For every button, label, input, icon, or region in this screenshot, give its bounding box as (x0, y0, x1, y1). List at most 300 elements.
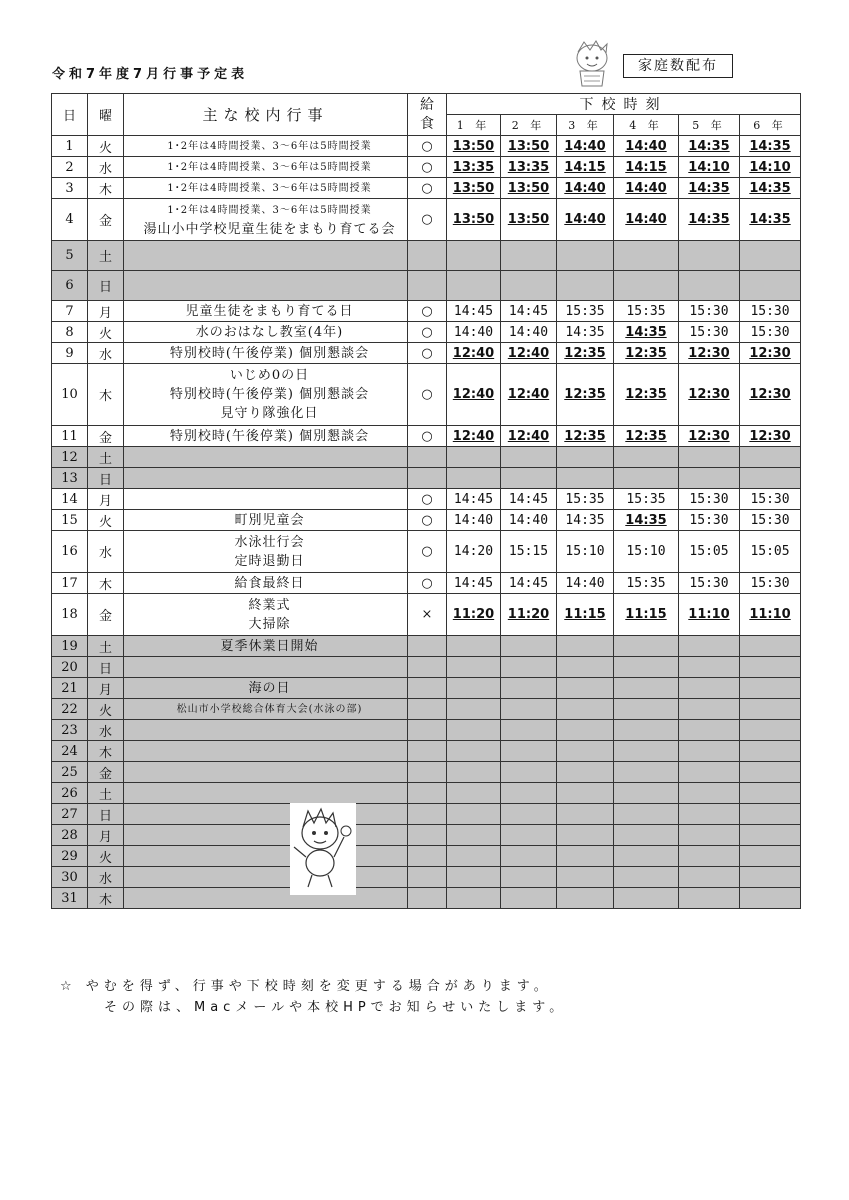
events-cell (124, 322, 408, 343)
dismissal-time-grade-4: 15:35 (614, 301, 679, 322)
dismissal-time-grade-4: 15:10 (614, 531, 679, 573)
dismissal-time-grade-2 (501, 271, 557, 301)
schedule-row (52, 531, 801, 573)
dismissal-time-grade-2 (501, 699, 557, 720)
dismissal-time-grade-5: 15:30 (679, 322, 740, 343)
events-cell (124, 573, 408, 594)
lunch-cell (408, 271, 447, 301)
day-cell: 20 (52, 657, 88, 678)
dismissal-time-grade-5: 15:30 (679, 573, 740, 594)
dismissal-time-grade-3 (557, 741, 614, 762)
day-cell: 24 (52, 741, 88, 762)
schedule-row (52, 846, 801, 867)
weekday-cell: 月 (88, 678, 124, 699)
dismissal-time-grade-2: 11:20 (501, 594, 557, 636)
events-cell (124, 804, 408, 825)
weekday-cell: 水 (88, 531, 124, 573)
dismissal-time-grade-5 (679, 468, 740, 489)
dismissal-time-grade-3 (557, 271, 614, 301)
lunch-cell: ○ (408, 199, 447, 241)
dismissal-time-grade-3 (557, 241, 614, 271)
dismissal-time-grade-2: 14:40 (501, 510, 557, 531)
dismissal-time-grade-1: 14:40 (447, 322, 501, 343)
dismissal-time-grade-3: 15:10 (557, 531, 614, 573)
lunch-cell (408, 804, 447, 825)
dismissal-time-grade-6 (740, 447, 801, 468)
weekday-cell: 日 (88, 804, 124, 825)
lunch-cell (408, 720, 447, 741)
weekday-cell: 日 (88, 657, 124, 678)
dismissal-time-grade-1: 12:40 (447, 343, 501, 364)
dismissal-time-grade-6 (740, 825, 801, 846)
dismissal-time-grade-4 (614, 720, 679, 741)
lunch-cell: ○ (408, 157, 447, 178)
events-cell (124, 783, 408, 804)
schedule-row (52, 136, 801, 157)
weekday-cell: 土 (88, 783, 124, 804)
dismissal-time-grade-3 (557, 468, 614, 489)
events-cell (124, 636, 408, 657)
schedule-row (52, 573, 801, 594)
dismissal-time-grade-3 (557, 783, 614, 804)
day-cell: 21 (52, 678, 88, 699)
dismissal-time-grade-3: 11:15 (557, 594, 614, 636)
dismissal-time-grade-1 (447, 762, 501, 783)
day-cell: 28 (52, 825, 88, 846)
event-text: 水泳壮行会 (234, 534, 305, 550)
dismissal-time-grade-5: 12:30 (679, 364, 740, 426)
weekday-cell: 木 (88, 573, 124, 594)
event-text: 児童生徒をまもり育てる日 (185, 303, 354, 319)
dismissal-time-grade-3: 14:40 (557, 136, 614, 157)
schedule-row (52, 426, 801, 447)
schedule-row (52, 301, 801, 322)
schedule-row (52, 825, 801, 846)
events-cell (124, 468, 408, 489)
dismissal-time-grade-4 (614, 846, 679, 867)
dismissal-time-grade-5 (679, 762, 740, 783)
weekday-cell: 水 (88, 867, 124, 888)
dismissal-time-grade-1: 14:40 (447, 510, 501, 531)
weekday-cell: 水 (88, 343, 124, 364)
dismissal-time-grade-2 (501, 783, 557, 804)
dismissal-time-grade-3 (557, 636, 614, 657)
dismissal-time-grade-3: 14:40 (557, 178, 614, 199)
day-cell: 16 (52, 531, 88, 573)
dismissal-time-grade-4: 14:35 (614, 322, 679, 343)
lunch-cell: ○ (408, 510, 447, 531)
dismissal-time-grade-1 (447, 657, 501, 678)
events-cell (124, 241, 408, 271)
weekday-cell: 月 (88, 489, 124, 510)
dismissal-time-grade-2 (501, 867, 557, 888)
lunch-cell (408, 678, 447, 699)
dismissal-time-grade-1 (447, 846, 501, 867)
events-cell (124, 426, 408, 447)
header-dismissal: 下校時刻 (447, 94, 801, 115)
day-cell: 10 (52, 364, 88, 426)
event-text: 1･2年は4時間授業、3～6年は5時間授業 (167, 204, 372, 216)
dismissal-time-grade-4 (614, 825, 679, 846)
dismissal-time-grade-4 (614, 271, 679, 301)
events-cell (124, 447, 408, 468)
lunch-cell: ○ (408, 426, 447, 447)
events-cell (124, 888, 408, 909)
dismissal-time-grade-4 (614, 657, 679, 678)
dismissal-time-grade-6 (740, 741, 801, 762)
dismissal-time-grade-1: 12:40 (447, 364, 501, 426)
weekday-cell: 木 (88, 741, 124, 762)
dismissal-time-grade-6 (740, 636, 801, 657)
dismissal-time-grade-1 (447, 720, 501, 741)
dismissal-time-grade-3: 14:35 (557, 322, 614, 343)
dismissal-time-grade-1 (447, 741, 501, 762)
day-cell: 22 (52, 699, 88, 720)
event-text: 松山市小学校総合体育大会(水泳の部) (176, 703, 363, 715)
weekday-cell: 土 (88, 447, 124, 468)
day-cell: 4 (52, 199, 88, 241)
day-cell: 30 (52, 867, 88, 888)
dismissal-time-grade-1: 11:20 (447, 594, 501, 636)
event-text: 終業式 (248, 597, 291, 613)
dismissal-time-grade-5 (679, 678, 740, 699)
dismissal-time-grade-2 (501, 825, 557, 846)
dismissal-time-grade-3 (557, 678, 614, 699)
events-cell (124, 178, 408, 199)
header-grade-4: 4 年 (614, 115, 679, 136)
lunch-cell: ○ (408, 573, 447, 594)
day-cell: 11 (52, 426, 88, 447)
dismissal-time-grade-6 (740, 678, 801, 699)
dismissal-time-grade-3 (557, 720, 614, 741)
dismissal-time-grade-5 (679, 888, 740, 909)
weekday-cell: 火 (88, 136, 124, 157)
day-cell: 26 (52, 783, 88, 804)
events-cell (124, 531, 408, 573)
schedule-row (52, 804, 801, 825)
dismissal-time-grade-3: 15:35 (557, 301, 614, 322)
dismissal-time-grade-3: 14:15 (557, 157, 614, 178)
day-cell: 29 (52, 846, 88, 867)
lunch-cell: ○ (408, 136, 447, 157)
dismissal-time-grade-2: 13:50 (501, 136, 557, 157)
dismissal-time-grade-6 (740, 657, 801, 678)
dismissal-time-grade-6: 14:35 (740, 136, 801, 157)
weekday-cell: 火 (88, 846, 124, 867)
schedule-row (52, 447, 801, 468)
schedule-table (51, 93, 801, 909)
dismissal-time-grade-2: 14:40 (501, 322, 557, 343)
header-grade-1: 1 年 (447, 115, 501, 136)
event-text: いじめ0の日 (229, 368, 310, 383)
dismissal-time-grade-5: 12:30 (679, 343, 740, 364)
dismissal-time-grade-4: 15:35 (614, 573, 679, 594)
dismissal-time-grade-5: 14:35 (679, 178, 740, 199)
lunch-cell (408, 741, 447, 762)
mascot-illustration-top (568, 38, 616, 90)
events-cell (124, 867, 408, 888)
dismissal-time-grade-5: 14:35 (679, 199, 740, 241)
dismissal-time-grade-6 (740, 720, 801, 741)
dismissal-time-grade-2 (501, 720, 557, 741)
schedule-row (52, 699, 801, 720)
dismissal-time-grade-4: 11:15 (614, 594, 679, 636)
day-cell: 14 (52, 489, 88, 510)
dismissal-time-grade-2: 15:15 (501, 531, 557, 573)
dismissal-time-grade-5 (679, 825, 740, 846)
dismissal-time-grade-2 (501, 468, 557, 489)
dismissal-time-grade-6 (740, 468, 801, 489)
dismissal-time-grade-6 (740, 241, 801, 271)
dismissal-time-grade-6 (740, 804, 801, 825)
dismissal-time-grade-5: 15:05 (679, 531, 740, 573)
schedule-body (52, 136, 801, 909)
dismissal-time-grade-5 (679, 699, 740, 720)
day-cell: 1 (52, 136, 88, 157)
weekday-cell: 日 (88, 468, 124, 489)
dismissal-time-grade-4: 14:40 (614, 136, 679, 157)
events-cell (124, 199, 408, 241)
event-text: 湯山小中学校児童生徒をまもり育てる会 (143, 221, 396, 237)
dismissal-time-grade-3 (557, 867, 614, 888)
dismissal-time-grade-4 (614, 447, 679, 468)
dismissal-time-grade-4: 14:40 (614, 199, 679, 241)
weekday-cell: 火 (88, 510, 124, 531)
dismissal-time-grade-3: 12:35 (557, 426, 614, 447)
events-cell (124, 699, 408, 720)
dismissal-time-grade-4: 14:15 (614, 157, 679, 178)
header-events: 主な校内行事 (124, 94, 408, 136)
dismissal-time-grade-1: 14:45 (447, 573, 501, 594)
schedule-row (52, 343, 801, 364)
day-cell: 9 (52, 343, 88, 364)
events-cell (124, 762, 408, 783)
dismissal-time-grade-3 (557, 657, 614, 678)
schedule-row (52, 178, 801, 199)
dismissal-time-grade-4 (614, 741, 679, 762)
lunch-cell (408, 846, 447, 867)
dismissal-time-grade-2 (501, 241, 557, 271)
lunch-cell (408, 636, 447, 657)
lunch-cell: ○ (408, 301, 447, 322)
schedule-row (52, 364, 801, 426)
dismissal-time-grade-3 (557, 804, 614, 825)
weekday-cell: 木 (88, 888, 124, 909)
events-cell (124, 343, 408, 364)
day-cell: 13 (52, 468, 88, 489)
dismissal-time-grade-6: 12:30 (740, 426, 801, 447)
dismissal-time-grade-3 (557, 762, 614, 783)
weekday-cell: 木 (88, 178, 124, 199)
dismissal-time-grade-1 (447, 447, 501, 468)
dismissal-time-grade-4: 12:35 (614, 364, 679, 426)
dismissal-time-grade-5 (679, 804, 740, 825)
dismissal-time-grade-5 (679, 447, 740, 468)
schedule-row (52, 468, 801, 489)
event-text: 町別児童会 (234, 512, 305, 528)
header-grade-2: 2 年 (501, 115, 557, 136)
dismissal-time-grade-2 (501, 678, 557, 699)
schedule-row (52, 157, 801, 178)
dismissal-time-grade-6 (740, 888, 801, 909)
weekday-cell: 土 (88, 241, 124, 271)
dismissal-time-grade-5: 15:30 (679, 489, 740, 510)
dismissal-time-grade-1 (447, 783, 501, 804)
dismissal-time-grade-2: 14:45 (501, 573, 557, 594)
events-cell (124, 136, 408, 157)
dismissal-time-grade-5: 14:35 (679, 136, 740, 157)
dismissal-time-grade-1: 14:45 (447, 489, 501, 510)
weekday-cell: 月 (88, 825, 124, 846)
lunch-cell: ○ (408, 178, 447, 199)
footnote-line-2: その際は、Macメールや本校HPでお知らせいたします。 (104, 1000, 568, 1015)
weekday-cell: 日 (88, 271, 124, 301)
events-cell (124, 741, 408, 762)
dismissal-time-grade-6: 15:30 (740, 322, 801, 343)
dismissal-time-grade-1: 13:50 (447, 199, 501, 241)
dismissal-time-grade-6: 15:30 (740, 573, 801, 594)
dismissal-time-grade-4: 14:35 (614, 510, 679, 531)
event-text: 見守り隊強化日 (220, 406, 319, 421)
schedule-row (52, 657, 801, 678)
dismissal-time-grade-5 (679, 241, 740, 271)
dismissal-time-grade-6: 14:10 (740, 157, 801, 178)
dismissal-time-grade-1 (447, 825, 501, 846)
dismissal-time-grade-3 (557, 825, 614, 846)
distribution-badge: 家庭数配布 (623, 54, 733, 78)
header-day: 日 (52, 94, 88, 136)
dismissal-time-grade-1 (447, 678, 501, 699)
dismissal-time-grade-4 (614, 762, 679, 783)
dismissal-time-grade-2 (501, 762, 557, 783)
schedule-row (52, 489, 801, 510)
schedule-row (52, 741, 801, 762)
weekday-cell: 土 (88, 636, 124, 657)
dismissal-time-grade-5 (679, 720, 740, 741)
event-text: 1･2年は4時間授業、3～6年は5時間授業 (167, 182, 372, 194)
day-cell: 2 (52, 157, 88, 178)
dismissal-time-grade-1: 13:35 (447, 157, 501, 178)
dismissal-time-grade-4 (614, 699, 679, 720)
header-grade-5: 5 年 (679, 115, 740, 136)
weekday-cell: 木 (88, 364, 124, 426)
day-cell: 3 (52, 178, 88, 199)
dismissal-time-grade-6: 11:10 (740, 594, 801, 636)
day-cell: 25 (52, 762, 88, 783)
lunch-cell: ○ (408, 489, 447, 510)
dismissal-time-grade-4 (614, 636, 679, 657)
dismissal-time-grade-4: 14:40 (614, 178, 679, 199)
schedule-row (52, 720, 801, 741)
day-cell: 23 (52, 720, 88, 741)
dismissal-time-grade-6: 15:30 (740, 489, 801, 510)
dismissal-time-grade-3: 14:40 (557, 199, 614, 241)
lunch-cell (408, 762, 447, 783)
dismissal-time-grade-2 (501, 741, 557, 762)
day-cell: 6 (52, 271, 88, 301)
dismissal-time-grade-4: 12:35 (614, 426, 679, 447)
dismissal-time-grade-6 (740, 699, 801, 720)
dismissal-time-grade-2: 13:50 (501, 178, 557, 199)
weekday-cell: 火 (88, 699, 124, 720)
dismissal-time-grade-1: 12:40 (447, 426, 501, 447)
schedule-row (52, 510, 801, 531)
lunch-cell (408, 867, 447, 888)
schedule-row (52, 199, 801, 241)
dismissal-time-grade-6: 15:30 (740, 301, 801, 322)
dismissal-time-grade-1 (447, 241, 501, 271)
events-cell (124, 657, 408, 678)
dismissal-time-grade-2: 13:50 (501, 199, 557, 241)
events-cell (124, 301, 408, 322)
header-weekday: 曜 (88, 94, 124, 136)
lunch-cell: ○ (408, 364, 447, 426)
day-cell: 17 (52, 573, 88, 594)
dismissal-time-grade-5: 14:10 (679, 157, 740, 178)
dismissal-time-grade-2: 13:35 (501, 157, 557, 178)
dismissal-time-grade-5: 12:30 (679, 426, 740, 447)
dismissal-time-grade-6 (740, 846, 801, 867)
lunch-cell (408, 888, 447, 909)
lunch-cell (408, 657, 447, 678)
day-cell: 7 (52, 301, 88, 322)
dismissal-time-grade-2 (501, 636, 557, 657)
lunch-cell (408, 241, 447, 271)
day-cell: 19 (52, 636, 88, 657)
dismissal-time-grade-6: 15:30 (740, 510, 801, 531)
dismissal-time-grade-6 (740, 867, 801, 888)
event-text: 夏季休業日開始 (220, 638, 319, 654)
dismissal-time-grade-1 (447, 699, 501, 720)
footnote-line-1: ☆ やむを得ず、行事や下校時刻を変更する場合があります。 (60, 979, 552, 994)
lunch-cell: ○ (408, 343, 447, 364)
lunch-cell (408, 699, 447, 720)
header-grade-3: 3 年 (557, 115, 614, 136)
lunch-cell (408, 825, 447, 846)
dismissal-time-grade-1 (447, 888, 501, 909)
dismissal-time-grade-2 (501, 888, 557, 909)
dismissal-time-grade-4 (614, 888, 679, 909)
dismissal-time-grade-1 (447, 804, 501, 825)
day-cell: 15 (52, 510, 88, 531)
dismissal-time-grade-3: 14:35 (557, 510, 614, 531)
dismissal-time-grade-2 (501, 447, 557, 468)
dismissal-time-grade-4: 15:35 (614, 489, 679, 510)
dismissal-time-grade-3 (557, 447, 614, 468)
weekday-cell: 金 (88, 199, 124, 241)
event-text: 定時退勤日 (234, 553, 305, 569)
dismissal-time-grade-2 (501, 804, 557, 825)
dismissal-time-grade-5 (679, 783, 740, 804)
dismissal-time-grade-3: 14:40 (557, 573, 614, 594)
weekday-cell: 水 (88, 157, 124, 178)
event-text: 1･2年は4時間授業、3～6年は5時間授業 (167, 161, 372, 173)
dismissal-time-grade-3 (557, 888, 614, 909)
weekday-cell: 金 (88, 762, 124, 783)
dismissal-time-grade-6 (740, 783, 801, 804)
dismissal-time-grade-3: 15:35 (557, 489, 614, 510)
schedule-row (52, 783, 801, 804)
weekday-cell: 金 (88, 594, 124, 636)
event-text: 特別校時(午後停業) 個別懇談会 (169, 428, 370, 444)
lunch-cell (408, 447, 447, 468)
lunch-cell: ○ (408, 531, 447, 573)
dismissal-time-grade-1 (447, 867, 501, 888)
events-cell (124, 678, 408, 699)
dismissal-time-grade-1 (447, 468, 501, 489)
dismissal-time-grade-2: 14:45 (501, 301, 557, 322)
lunch-cell: × (408, 594, 447, 636)
